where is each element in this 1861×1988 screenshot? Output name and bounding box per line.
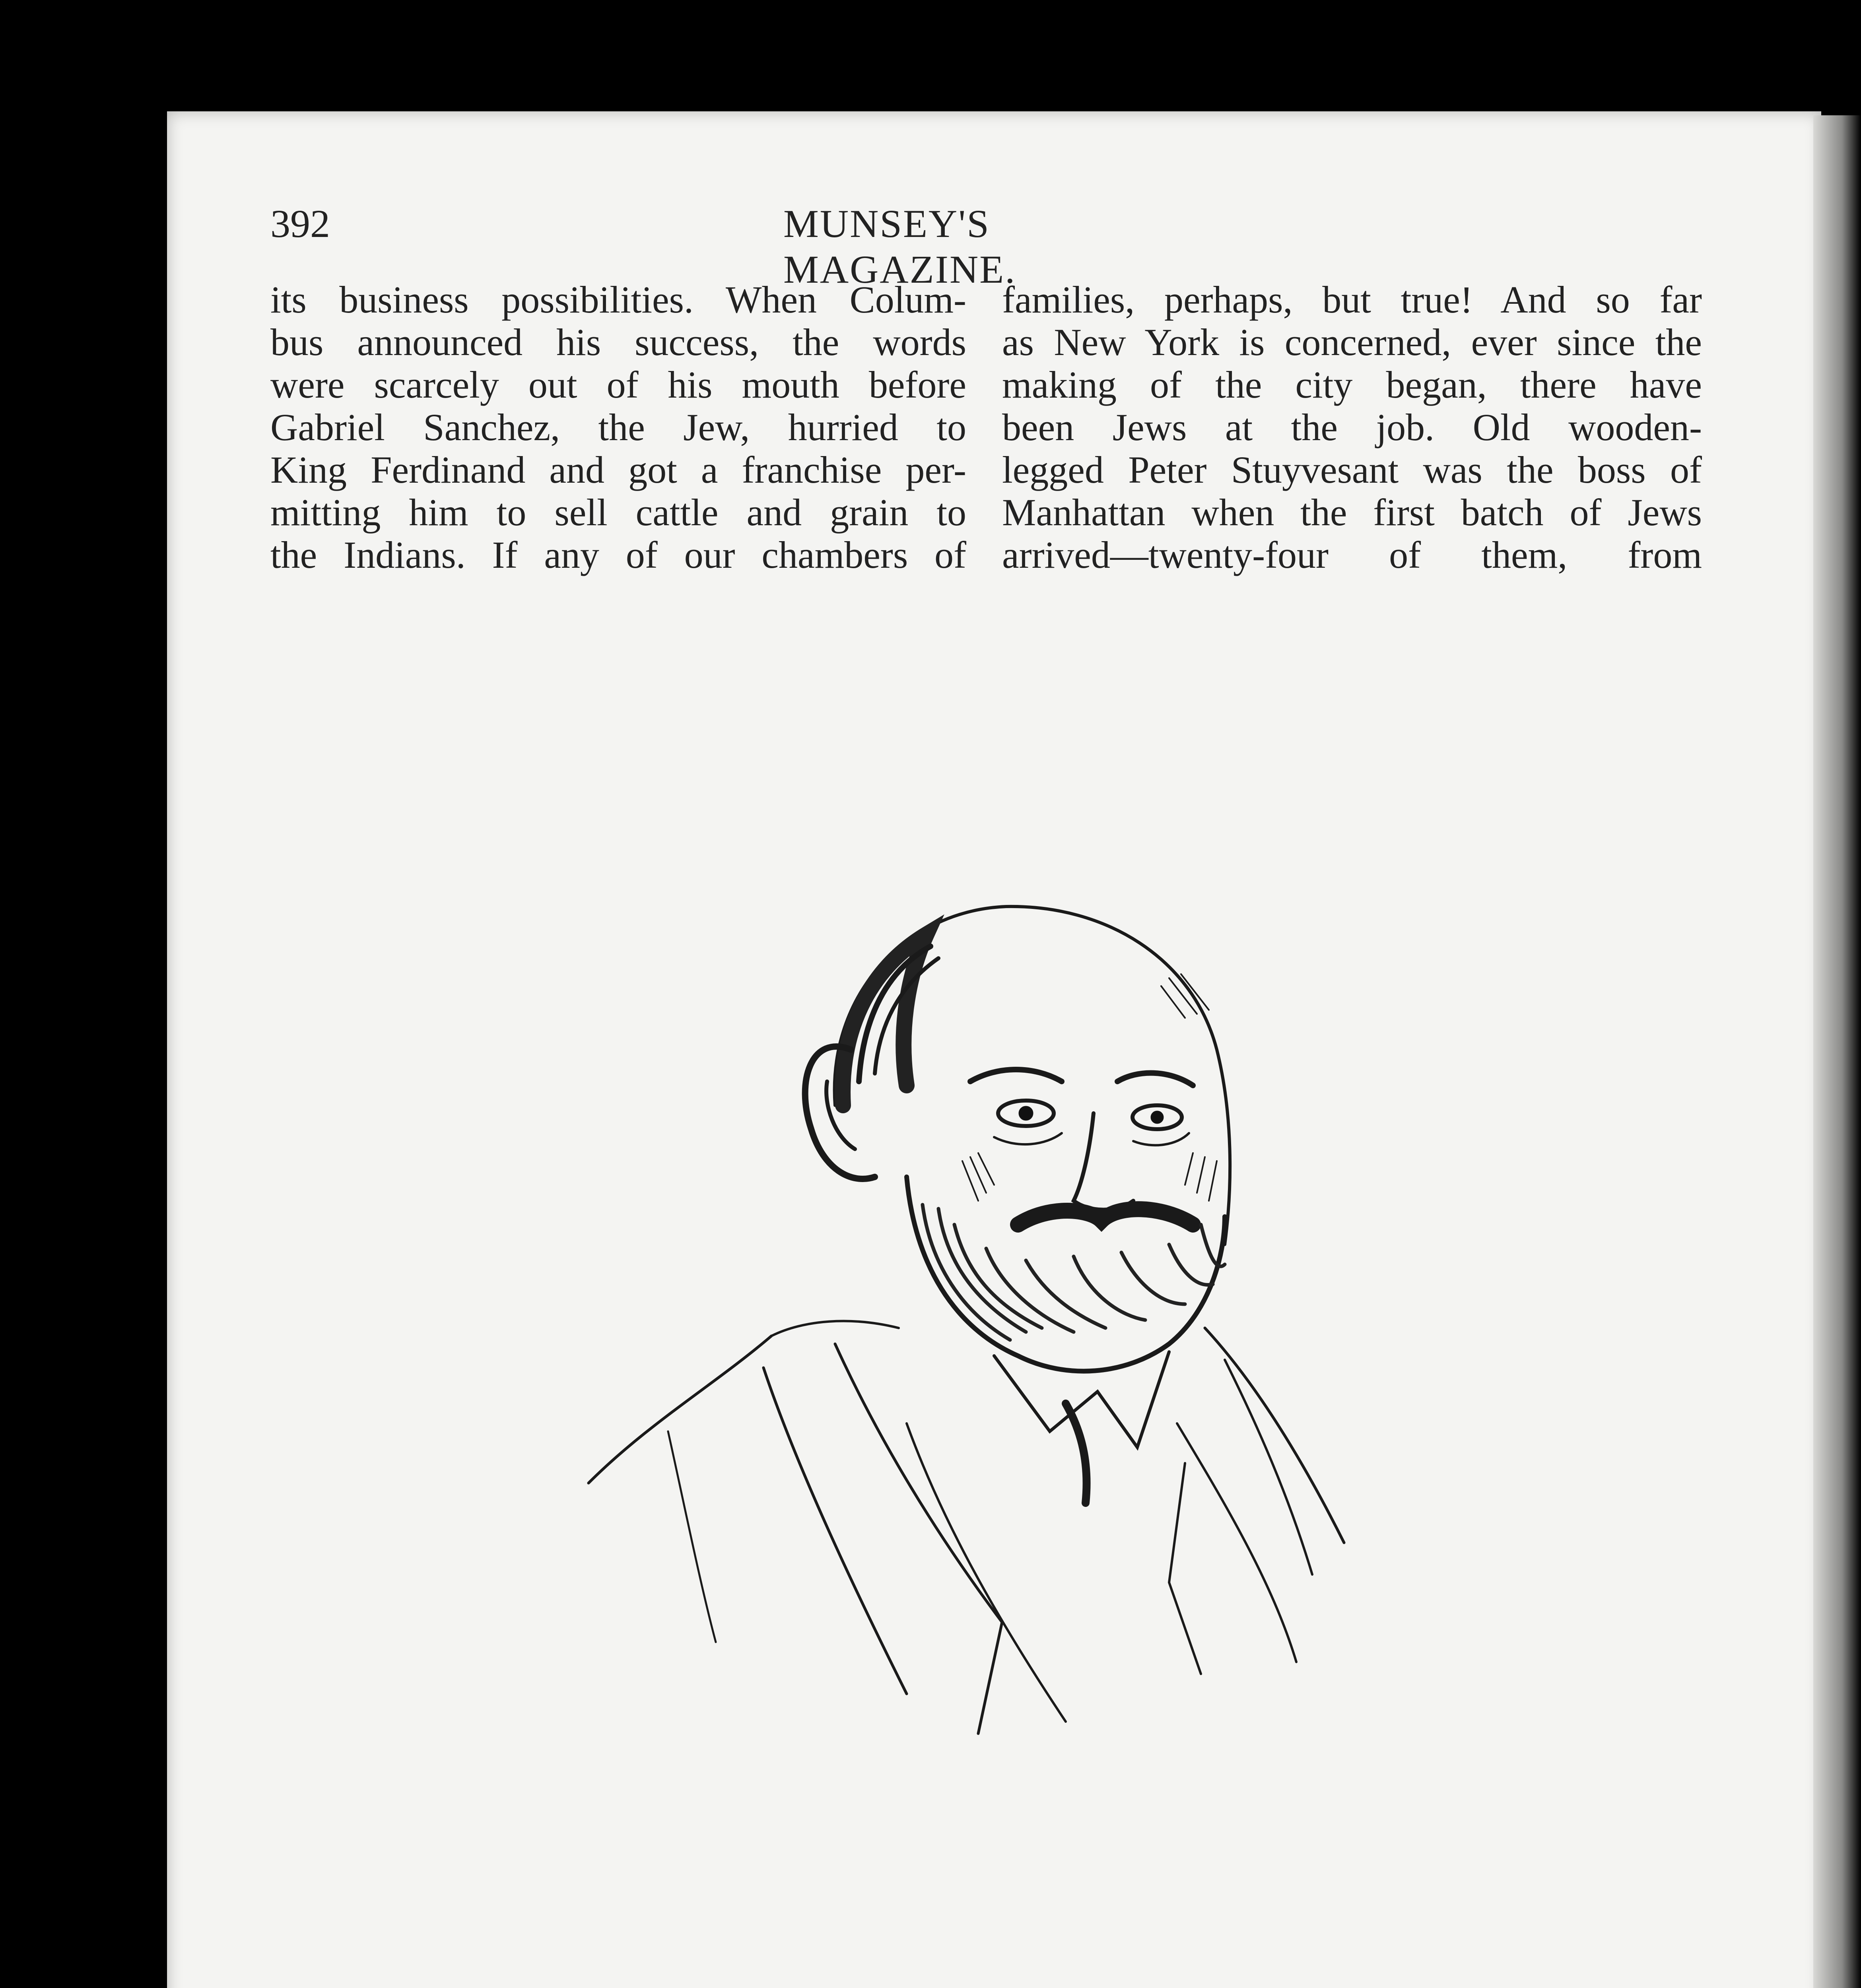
- running-head: [270, 201, 1209, 291]
- text-line: legged Peter Stuyvesant was the boss of: [1002, 448, 1702, 491]
- text-line: as New York is concerned, ever since the: [1002, 321, 1702, 363]
- text-line: were scarcely out of his mouth before: [270, 363, 966, 406]
- text-line: King Ferdinand and got a franchise per-: [270, 448, 966, 491]
- magazine-title: MUNSEY'S MAGAZINE.: [783, 202, 1016, 291]
- text-line: families, perhaps, but true! And so far: [1002, 278, 1702, 321]
- text-line: Manhattan when the first batch of Jews: [1002, 491, 1702, 534]
- text-line: Gabriel Sanchez, the Jew, hurried to: [270, 406, 966, 448]
- text-line: been Jews at the job. Old wooden-: [1002, 406, 1702, 448]
- portrait-illustration: [549, 827, 1424, 1960]
- eyebrow: [1117, 1073, 1193, 1085]
- necktie: [1066, 1404, 1087, 1503]
- text-line: the Indians. If any of our chambers of: [270, 534, 966, 576]
- jacket-lapel-left: [589, 1336, 771, 1483]
- top-right-column: [1002, 278, 1702, 576]
- eyebrow: [970, 1070, 1062, 1081]
- text-line: its business possibilities. When Colum-: [270, 278, 966, 321]
- top-left-column: [270, 278, 966, 576]
- mustache: [1018, 1209, 1193, 1225]
- text-line: making of the city began, there have: [1002, 363, 1702, 406]
- text-line: arrived—twenty-four of them, from: [1002, 534, 1702, 576]
- text-line: mitting him to sell cattle and grain to: [270, 491, 966, 534]
- adjacent-page-edge: [1813, 115, 1861, 1988]
- page-number: 392: [270, 202, 330, 246]
- text-line: bus announced his success, the words: [270, 321, 966, 363]
- nose: [1074, 1113, 1133, 1210]
